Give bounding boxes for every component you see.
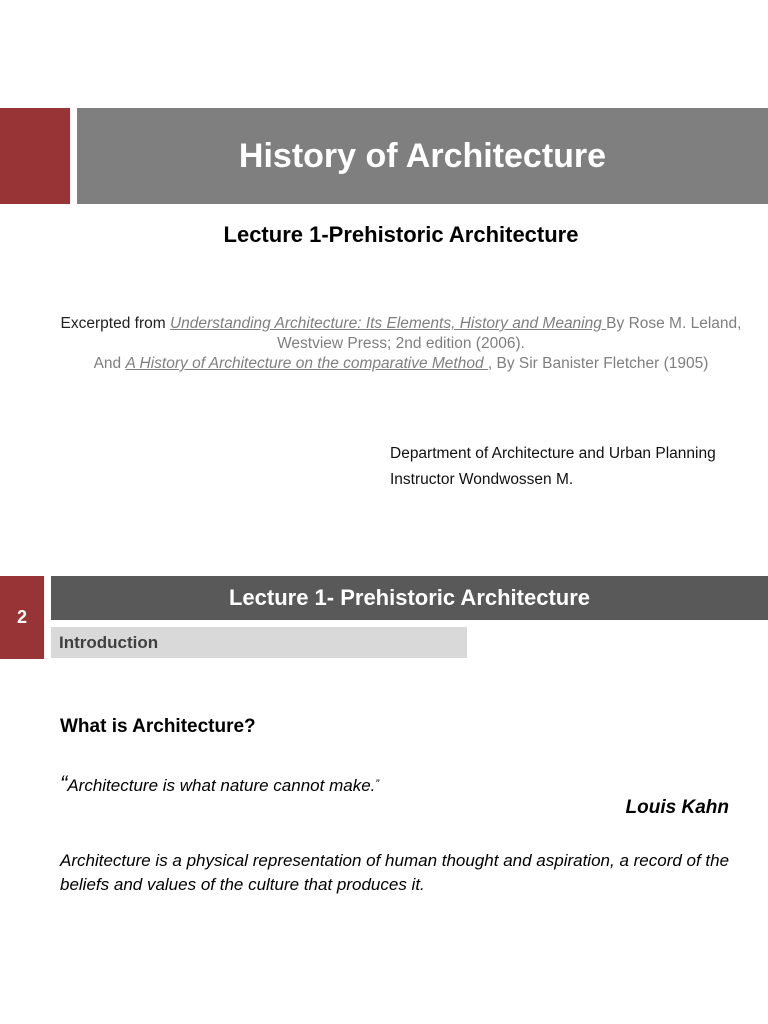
author-block bbox=[390, 441, 768, 493]
presentation-title: History of Architecture bbox=[238, 136, 607, 175]
slide-title: Lecture 1- Prehistoric Architecture bbox=[228, 585, 591, 610]
book1-link[interactable]: Understanding Architecture: Its Elements, History and Meaning bbox=[169, 315, 607, 332]
book2-link[interactable]: A History of Architecture on the comparative Method bbox=[125, 355, 488, 372]
quote-text: Architecture is what nature cannot make. bbox=[67, 776, 376, 795]
excerpt-prefix: Excerpted from bbox=[60, 315, 170, 332]
quote-open-mark: “ bbox=[60, 771, 68, 796]
source-citation bbox=[40, 314, 762, 374]
quote-author: Louis Kahn bbox=[625, 797, 729, 818]
quote-close-mark: ” bbox=[375, 778, 380, 790]
question-heading: What is Architecture? bbox=[60, 716, 256, 737]
lecture-subtitle: Lecture 1-Prehistoric Architecture bbox=[223, 222, 579, 247]
kahn-quote bbox=[60, 771, 379, 797]
department-name: Department of Architecture and Urban Planning bbox=[390, 445, 716, 462]
slide-number: 2 bbox=[16, 607, 27, 627]
book1-details: By Rose M. Leland, Westview Press; 2nd edition (2006). bbox=[277, 315, 742, 352]
title-accent-block bbox=[0, 108, 70, 204]
definition-paragraph: Architecture is a physical representation of human thought and aspiration, a record of the beliefs and values of the culture that produces it. bbox=[60, 851, 730, 894]
book2-details: , By Sir Banister Fletcher (1905) bbox=[487, 355, 709, 372]
section-label: Introduction bbox=[59, 632, 159, 652]
excerpt-and: And bbox=[93, 355, 126, 372]
instructor-name: Instructor Wondwossen M. bbox=[390, 471, 574, 488]
